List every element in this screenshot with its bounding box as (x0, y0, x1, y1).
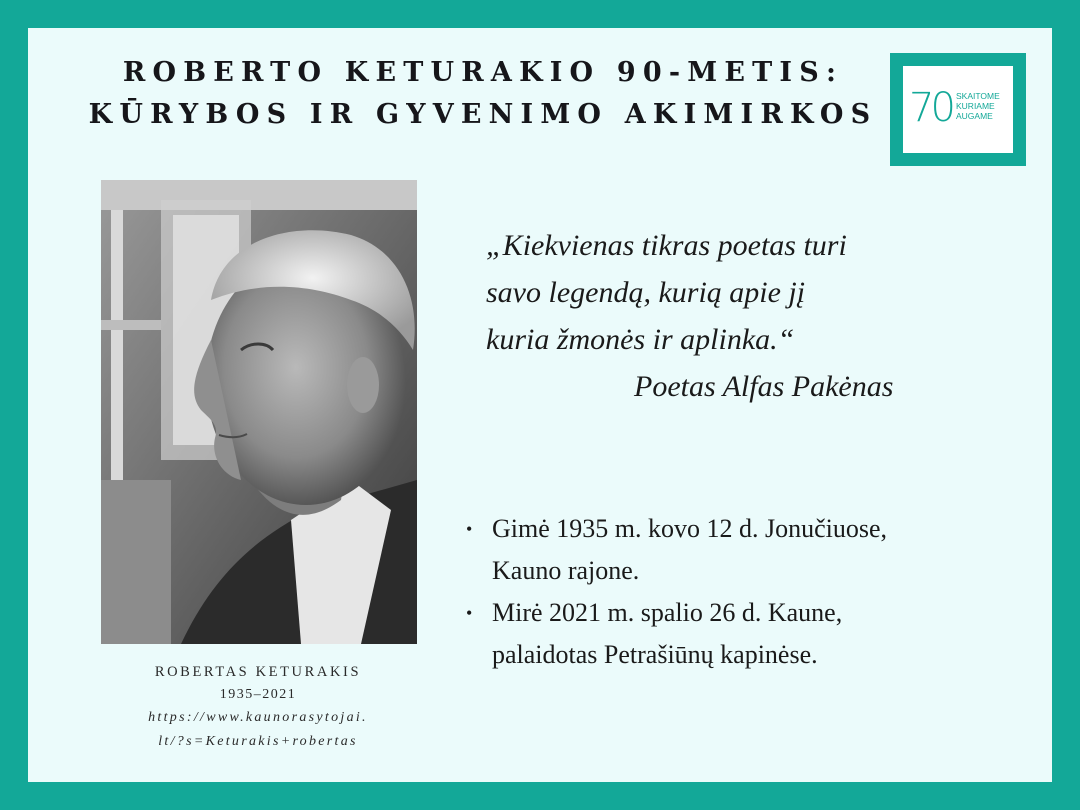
logo-words (956, 91, 1000, 121)
caption-name: ROBERTAS KETURAKIS (154, 664, 362, 680)
logo-word: SKAITOME (956, 91, 1000, 101)
quote-line-3: kuria žmonės ir aplinka.“ (486, 323, 795, 356)
fact-death-line-2: palaidotas Petrašiūnų kapinėse. (492, 640, 818, 669)
logo-word: AUGAME (956, 111, 993, 121)
facts-list (460, 508, 1040, 676)
quote-line-1: „Kiekvienas tikras poetas turi (486, 229, 847, 262)
bullet-icon: • (466, 603, 473, 623)
fact-death-line-1: Mirė 2021 m. spalio 26 d. Kaune, (492, 598, 843, 627)
caption-url-line-1: https://www.kaunorasytojai. (148, 710, 368, 725)
logo-number: 70 (909, 85, 952, 131)
quote-line-2: savo legendą, kurią apie jį (486, 276, 806, 309)
title-line-2: KŪRYBOS IR GYVENIMO AKIMIRKOS (88, 99, 878, 130)
portrait-photo (101, 180, 417, 644)
logo-inner (903, 66, 1013, 153)
title-line-1: ROBERTO KETURAKIO 90-METIS: (122, 57, 844, 88)
fact-death (460, 592, 1040, 676)
bullet-icon: • (466, 519, 473, 539)
logo-word: KURIAME (956, 101, 995, 111)
caption-url-line-2: lt/?s=Keturakis+robertas (158, 734, 358, 749)
page-title (88, 52, 878, 136)
fact-birth-line-1: Gimė 1935 m. kovo 12 d. Jonučiuose, (492, 514, 888, 543)
logo (890, 53, 1026, 166)
quote-block (486, 222, 1026, 410)
fact-birth-line-2: Kauno rajone. (492, 556, 640, 585)
caption-years: 1935–2021 (219, 687, 297, 702)
quote-author: Poetas Alfas Pakėnas (634, 370, 894, 403)
poster (28, 28, 1052, 782)
photo-caption (88, 660, 428, 754)
fact-birth (460, 508, 1040, 592)
portrait-image (101, 180, 417, 644)
